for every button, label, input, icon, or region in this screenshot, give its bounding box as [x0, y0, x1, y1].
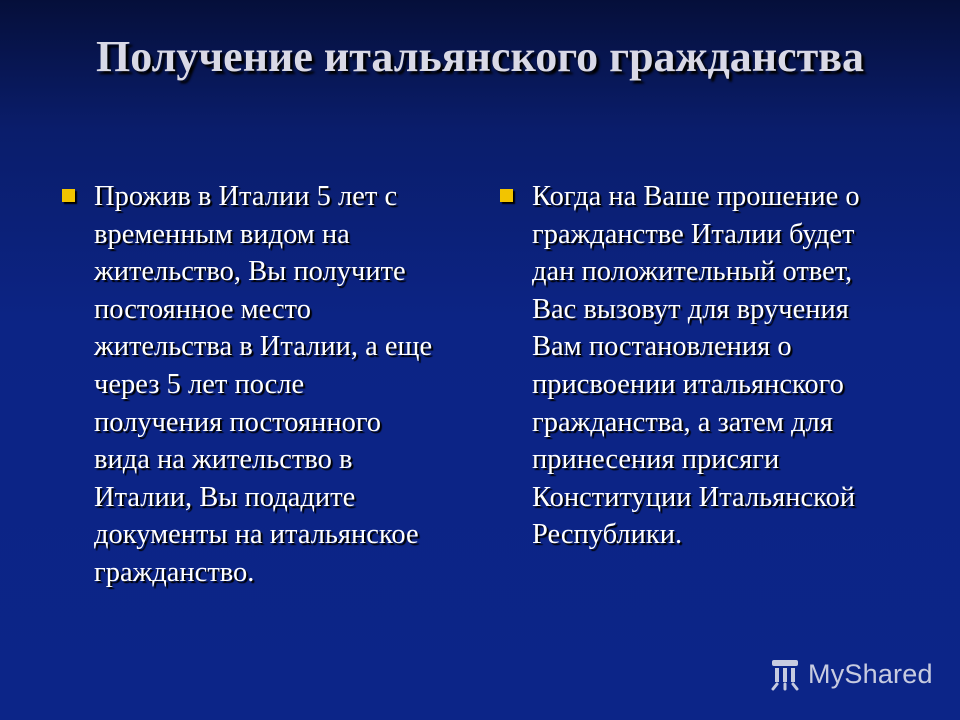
bullet-item-residence [58, 178, 438, 592]
bullet-text: Прожив в Италии 5 лет с временным видом на жительство, Вы получите постоянное место жительства в Италии, а еще через 5 лет после получения постоянного вида на жительство в Италии, Вы подадите документы на итальянское гражданство. [94, 181, 433, 588]
slide-title: Получение итальянского гражданства [96, 32, 864, 81]
watermark-text: MyShared [808, 658, 933, 689]
watermark [768, 656, 933, 692]
right-column [496, 178, 876, 554]
left-column [58, 178, 438, 592]
square-bullet-icon [500, 189, 513, 202]
square-bullet-icon [62, 189, 75, 202]
bullet-text: Когда на Ваше прошение о гражданстве Италии будет дан положительный ответ, Вас вызовут для вручения Вам постановления о присвоении итальянского гражданства, а затем для принесения присяги Конституции Итальянской Республики. [532, 181, 860, 551]
myshared-logo-icon [768, 657, 802, 691]
bullet-item-oath [496, 178, 876, 554]
